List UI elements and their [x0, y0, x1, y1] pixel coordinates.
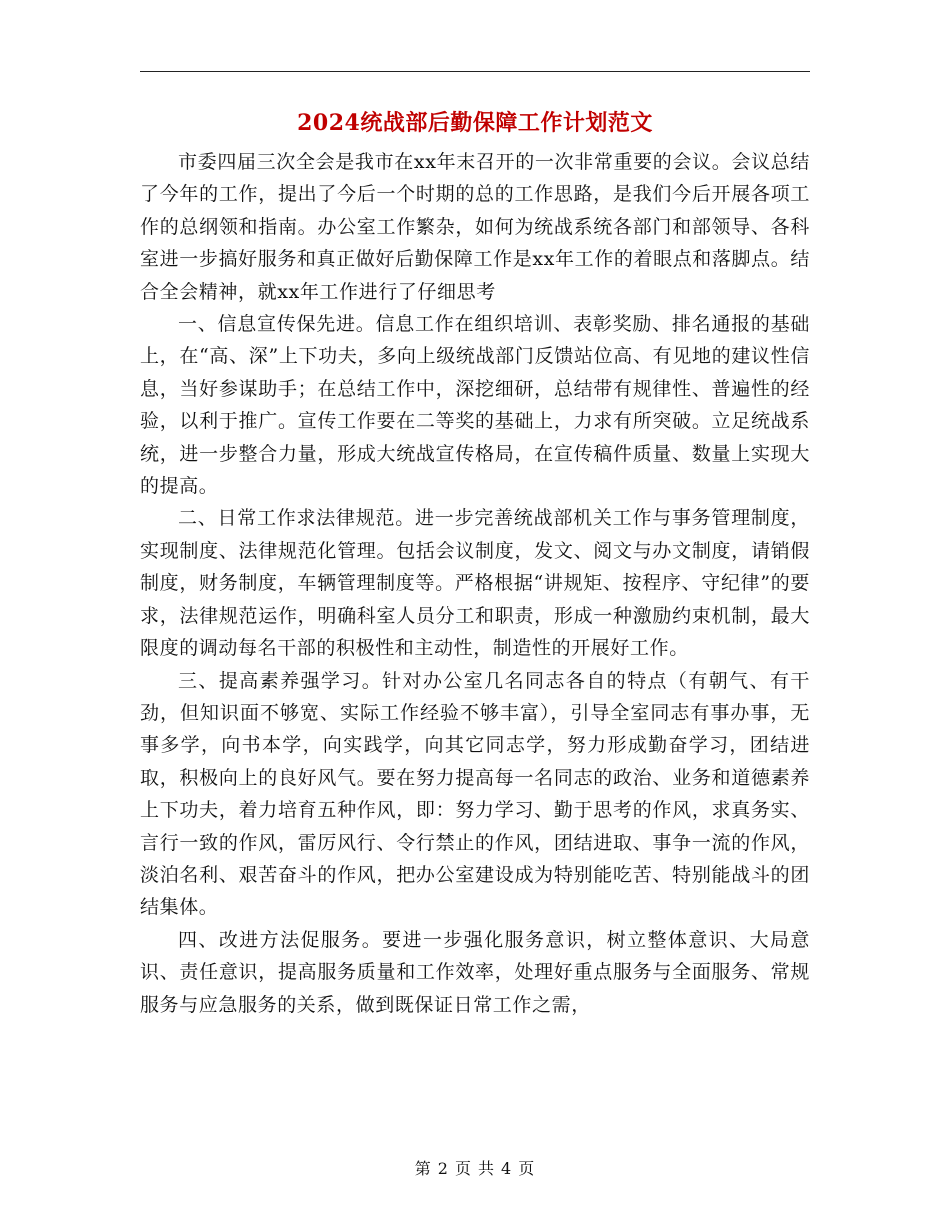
paragraph-section-2: 二、日常工作求法律规范。进一步完善统战部机关工作与事务管理制度，实现制度、法律规范化管理。包括会议制度，发文、阅文与办文制度，请销假制度，财务制度，车辆管理制度等。严格根据“讲规矩、按程序、守纪律”的要求，法律规范运作，明确科室人员分工和职责，形成一种激励约束机制，最大限度的调动每名干部的积极性和主动性，制造性的开展好工作。: [140, 507, 810, 660]
header-rule: [140, 71, 810, 72]
document-body: [140, 146, 810, 1021]
footer-prefix: 第: [414, 1159, 432, 1178]
paragraph-section-4: 四、改进方法促服务。要进一步强化服务意识，树立整体意识、大局意识、责任意识，提高服务质量和工作效率，处理好重点服务与全面服务、常规服务与应急服务的关系，做到既保证日常工作之需，: [140, 928, 810, 1016]
footer-middle: 页 共: [454, 1159, 496, 1178]
paragraph-section-1: 一、信息宣传保先进。信息工作在组织培训、表彰奖励、排名通报的基础上，在“高、深”上下功夫，多向上级统战部门反馈站位高、有见地的建议性信息，当好参谋助手；在总结工作中，深挖细研，总结带有规律性、普遍性的经验，以利于推广。宣传工作要在二等奖的基础上，力求有所突破。立足统战系统，进一步整合力量，形成大统战宣传格局，在宣传稿件质量、数量上实现大的提高。: [140, 313, 810, 498]
document-title: 2024统战部后勤保障工作计划范文: [297, 110, 653, 136]
paragraph-section-3: 三、提高素养强学习。针对办公室几名同志各自的特点（有朝气、有干劲，但知识面不够宽、实际工作经验不够丰富），引导全室同志有事办事，无事多学，向书本学，向实践学，向其它同志学，努力形成勤奋学习，团结进取，积极向上的良好风气。要在努力提高每一名同志的政治、业务和道德素养上下功夫，着力培育五种作风，即：努力学习、勤于思考的作风，求真务实、言行一致的作风，雷厉风行、令行禁止的作风，团结进取、事争一流的作风，淡泊名利、艰苦奋斗的作风，把办公室建设成为特别能吃苦、特别能战斗的团结集体。: [140, 669, 810, 919]
footer-suffix: 页: [518, 1159, 536, 1178]
total-page-count: 4: [501, 1159, 513, 1178]
page-footer: [0, 1156, 950, 1179]
current-page-number: 2: [437, 1159, 449, 1178]
paragraph-intro: 市委四届三次全会是我市在xx年末召开的一次非常重要的会议。会议总结了今年的工作，提出了今后一个时期的总的工作思路，是我们今后开展各项工作的总纲领和指南。办公室工作繁杂，如何为统战系统各部门和部领导、各科室进一步搞好服务和真正做好后勤保障工作是xx年工作的着眼点和落脚点。结合全会精神，就xx年工作进行了仔细思考: [140, 151, 810, 303]
